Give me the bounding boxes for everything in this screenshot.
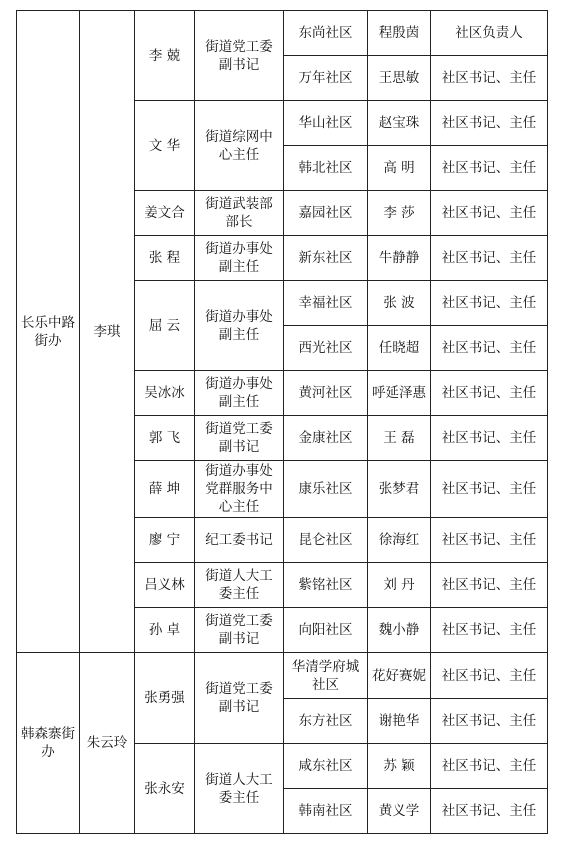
community-person: 王 磊: [368, 416, 431, 461]
community-name: 新东社区: [284, 236, 368, 281]
community-role: 社区书记、主任: [431, 563, 548, 608]
community-name: 万年社区: [284, 56, 368, 101]
community-person: 黄义学: [368, 789, 431, 834]
leader-title: 街道办事处副主任: [195, 371, 284, 416]
community-assignment-table: [16, 10, 548, 834]
community-name: 幸福社区: [284, 281, 368, 326]
community-name: 西光社区: [284, 326, 368, 371]
leader-title: 街道办事处副主任: [195, 281, 284, 371]
community-person: 高 明: [368, 146, 431, 191]
office-lead: 朱云玲: [80, 653, 135, 834]
community-role: 社区书记、主任: [431, 191, 548, 236]
community-person: 程殷茵: [368, 11, 431, 56]
leader-title: 街道办事处党群服务中心主任: [195, 461, 284, 518]
community-person: 赵宝珠: [368, 101, 431, 146]
community-name: 韩南社区: [284, 789, 368, 834]
community-role: 社区书记、主任: [431, 518, 548, 563]
community-name: 嘉园社区: [284, 191, 368, 236]
leader-name: 薛 坤: [135, 461, 195, 518]
community-role: 社区书记、主任: [431, 653, 548, 699]
leader-title: 纪工委书记: [195, 518, 284, 563]
leader-name: 吕义林: [135, 563, 195, 608]
leader-name: 廖 宁: [135, 518, 195, 563]
community-role: 社区书记、主任: [431, 699, 548, 744]
community-name: 黄河社区: [284, 371, 368, 416]
community-name: 康乐社区: [284, 461, 368, 518]
community-person: 李 莎: [368, 191, 431, 236]
community-role: 社区负责人: [431, 11, 548, 56]
community-name: 紫铭社区: [284, 563, 368, 608]
community-role: 社区书记、主任: [431, 236, 548, 281]
community-person: 谢艳华: [368, 699, 431, 744]
community-role: 社区书记、主任: [431, 146, 548, 191]
community-role: 社区书记、主任: [431, 371, 548, 416]
community-role: 社区书记、主任: [431, 326, 548, 371]
community-person: 呼延泽惠: [368, 371, 431, 416]
community-name: 东尚社区: [284, 11, 368, 56]
community-name: 韩北社区: [284, 146, 368, 191]
community-role: 社区书记、主任: [431, 744, 548, 789]
leader-title: 街道办事处副主任: [195, 236, 284, 281]
leader-name: 姜文合: [135, 191, 195, 236]
community-name: 昆仑社区: [284, 518, 368, 563]
community-person: 苏 颖: [368, 744, 431, 789]
leader-title: 街道党工委副书记: [195, 416, 284, 461]
leader-name: 吴冰冰: [135, 371, 195, 416]
office-name: 长乐中路街办: [17, 11, 80, 653]
community-person: 王思敏: [368, 56, 431, 101]
leader-name: 郭 飞: [135, 416, 195, 461]
community-person: 花好赛妮: [368, 653, 431, 699]
community-name: 向阳社区: [284, 608, 368, 653]
leader-name: 文 华: [135, 101, 195, 191]
community-role: 社区书记、主任: [431, 281, 548, 326]
leader-name: 张勇强: [135, 653, 195, 744]
office-name: 韩森寨街办: [17, 653, 80, 834]
leader-title: 街道党工委副书记: [195, 608, 284, 653]
community-name: 华山社区: [284, 101, 368, 146]
leader-title: 街道党工委副书记: [195, 653, 284, 744]
leader-name: 屈 云: [135, 281, 195, 371]
community-role: 社区书记、主任: [431, 416, 548, 461]
leader-title: 街道武装部部长: [195, 191, 284, 236]
community-role: 社区书记、主任: [431, 56, 548, 101]
leader-title: 街道人大工委主任: [195, 744, 284, 834]
community-role: 社区书记、主任: [431, 101, 548, 146]
community-person: 徐海红: [368, 518, 431, 563]
community-name: 华清学府城社区: [284, 653, 368, 699]
leader-name: 张永安: [135, 744, 195, 834]
community-role: 社区书记、主任: [431, 608, 548, 653]
leader-title: 街道人大工委主任: [195, 563, 284, 608]
community-role: 社区书记、主任: [431, 461, 548, 518]
community-name: 东方社区: [284, 699, 368, 744]
community-role: 社区书记、主任: [431, 789, 548, 834]
community-name: 咸东社区: [284, 744, 368, 789]
community-person: 任晓超: [368, 326, 431, 371]
community-person: 魏小静: [368, 608, 431, 653]
leader-name: 李 兢: [135, 11, 195, 101]
table-row: [17, 11, 548, 56]
community-person: 牛静静: [368, 236, 431, 281]
office-lead: 李琪: [80, 11, 135, 653]
table-row: [17, 653, 548, 699]
leader-title: 街道综网中心主任: [195, 101, 284, 191]
leader-title: 街道党工委副书记: [195, 11, 284, 101]
community-person: 张梦君: [368, 461, 431, 518]
leader-name: 孙 卓: [135, 608, 195, 653]
community-person: 张 波: [368, 281, 431, 326]
community-person: 刘 丹: [368, 563, 431, 608]
leader-name: 张 程: [135, 236, 195, 281]
community-name: 金康社区: [284, 416, 368, 461]
